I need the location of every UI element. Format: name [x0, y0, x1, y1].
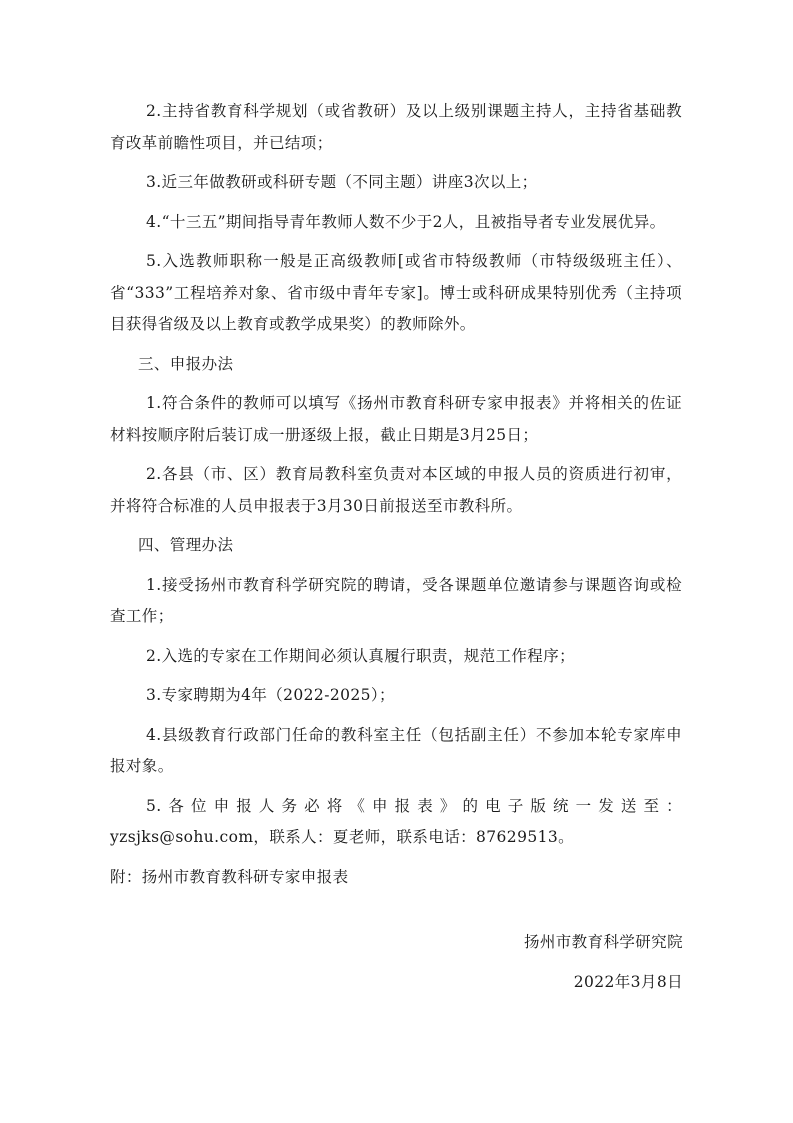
paragraph-management-2: 2.入选的专家在工作期间必须认真履行职责，规范工作程序； [146, 646, 575, 665]
paragraph-criterion-5: 5.入选教师职称一般是正高级教师[或省市特级教师（市特级级班主任）、省“333”工程培养对象、省市级中青年专家]。博士或科研成果特别优秀（主持项目获得省级及以上教育或教学成果奖）的教师除外。 [110, 252, 682, 333]
signature-date: 2022年3月8日 [573, 973, 683, 991]
paragraph-management-1: 1.接受扬州市教育科学研究院的聘请，受各课题单位邀请参与课题咨询或检查工作； [110, 575, 682, 625]
paragraph-criterion-4: 4.“十三五”期间指导青年教师人数不少于2人，且被指导者专业发展优异。 [146, 212, 666, 231]
document-body [110, 96, 682, 893]
paragraph-criterion-3: 3.近三年做教研或科研专题（不同主题）讲座3次以上； [146, 173, 538, 191]
paragraph-criterion-2: 2.主持省教育科学规划（或省教研）及以上级别课题主持人，主持省基础教育改革前瞻性项目，并已结项； [110, 102, 682, 152]
paragraph-management-4: 4.县级教育行政部门任命的教科室主任（包括副主任）不参加本轮专家库申报对象。 [110, 725, 682, 775]
attachment-note: 附：扬州市教育教科研专家申报表 [110, 867, 349, 886]
paragraph-application-1: 1.符合条件的教师可以填写《扬州市教育科研专家申报表》并将相关的佐证材料按顺序附后装订成一册逐级上报，截止日期是3月25日； [110, 394, 682, 444]
section-heading-management: 四、管理办法 [138, 536, 234, 554]
paragraph-application-2: 2.各县（市、区）教育局教科室负责对本区域的申报人员的资质进行初审，并将符合标准的人员申报表于3月30日前报送至市教科所。 [110, 465, 682, 515]
paragraph-management-3: 3.专家聘期为4年（2022-2025）； [146, 686, 395, 704]
signature-organization: 扬州市教育科学研究院 [523, 933, 683, 951]
section-heading-application: 三、申报办法 [138, 354, 234, 373]
paragraph-management-5: 5.各位申报人务必将《申报表》的电子版统一发送至：yzsjks@sohu.com，联系人：夏老师，联系电话：87629513。 [110, 796, 682, 846]
